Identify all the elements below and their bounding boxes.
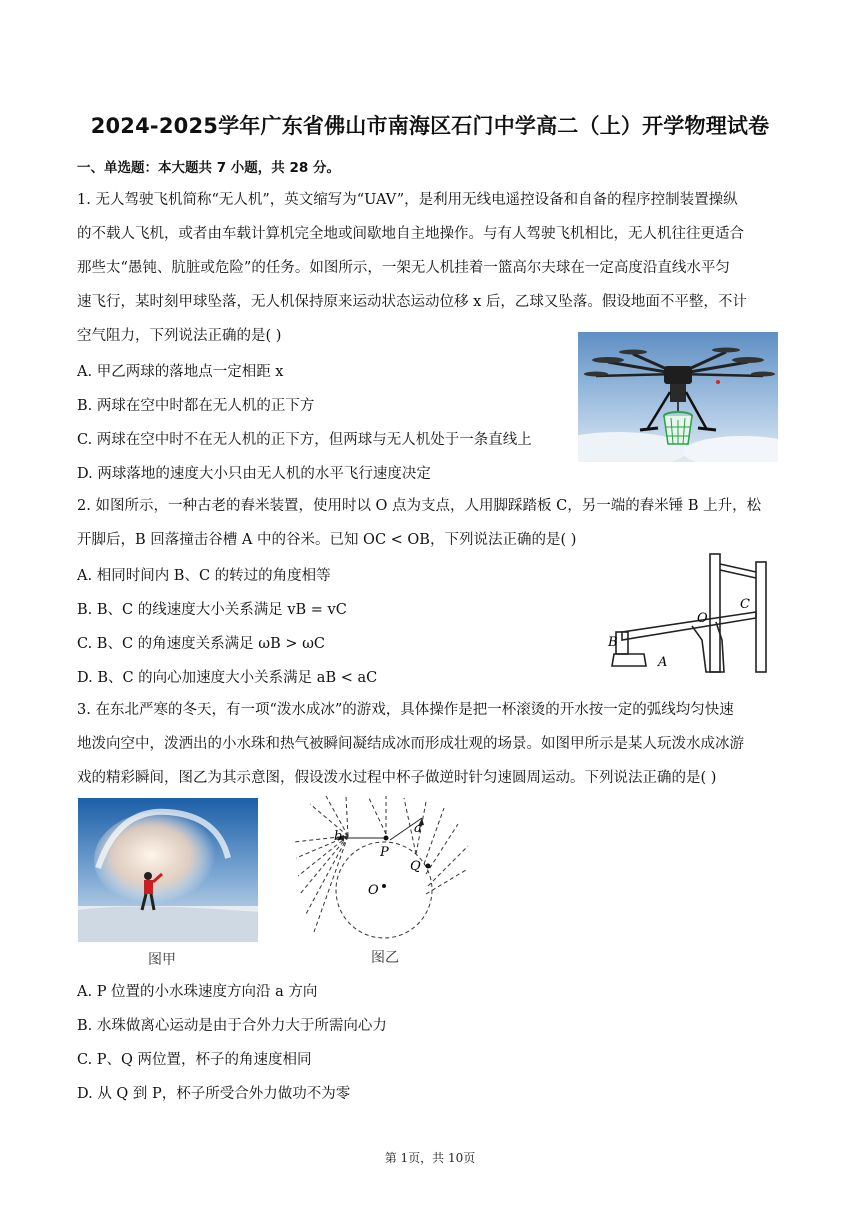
q1-line-3: 那些太“愚钝、肮脏或危险”的任务。如图所示，一架无人机挂着一篮高尔夫球在一定高度沿直线水平匀 <box>77 260 730 276</box>
q1-option-d[interactable]: D. 两球落地的速度大小只由无人机的水平飞行速度决定 <box>77 466 431 482</box>
page-footer: 第 1页，共 10页 <box>384 1151 476 1165</box>
q2-option-b[interactable]: B. B、C 的线速度大小关系满足 vB = vC <box>77 602 347 618</box>
label-q: Q <box>410 859 421 874</box>
section-heading: 一、单选题：本大题共 7 小题，共 28 分。 <box>77 160 340 176</box>
q3-option-c[interactable]: C. P、Q 两位置，杯子的角速度相同 <box>77 1052 312 1068</box>
q1-option-a[interactable]: A. 甲乙两球的落地点一定相距 x <box>77 364 284 380</box>
q3-option-d[interactable]: D. 从 Q 到 P，杯子所受合外力做功不为零 <box>77 1086 351 1102</box>
q3-line-2: 地泼向空中，泼洒出的小水珠和热气被瞬间凝结成冰而形成壮观的场景。如图甲所示是某人玩泼水成冰游 <box>77 736 744 752</box>
q3-option-b[interactable]: B. 水珠做离心运动是由于合外力大于所需向心力 <box>77 1018 387 1034</box>
label-p: P <box>380 845 389 860</box>
splash-photo <box>78 798 258 942</box>
q1-line-1: 1. 无人驾驶飞机简称“无人机”，英文缩写为“UAV”，是利用无线电遥控设备和自备的程序控制装置操纵 <box>77 192 738 208</box>
q1-option-c[interactable]: C. 两球在空中时不在无人机的正下方，但两球与无人机处于一条直线上 <box>77 432 532 448</box>
q2-option-d[interactable]: D. B、C 的向心加速度大小关系满足 aB < aC <box>77 670 378 686</box>
label-b: B <box>608 635 618 650</box>
caption-jia: 图甲 <box>148 952 176 968</box>
page-title: 2024-2025学年广东省佛山市南海区石门中学高二（上）开学物理试卷 <box>90 114 770 138</box>
q1-line-5: 空气阻力，下列说法正确的是( ) <box>77 328 282 344</box>
q1-line-2: 的不载人飞机，或者由车载计算机完全地或间歇地自主地操作。与有人驾驶飞机相比，无人机往往更适合 <box>77 226 744 242</box>
q1-line-4: 速飞行，某时刻甲球坠落，无人机保持原来运动状态运动位移 x 后，乙球又坠落。假设地面不平整，不计 <box>77 294 747 310</box>
q2-option-c[interactable]: C. B、C 的角速度关系满足 ωB > ωC <box>77 636 326 652</box>
label-o: O <box>697 611 708 626</box>
label-a-dir: a <box>414 821 422 836</box>
drone-photo <box>578 332 778 462</box>
circular-motion-diagram <box>286 794 476 954</box>
label-a: A <box>658 655 668 670</box>
q2-option-a[interactable]: A. 相同时间内 B、C 的转过的角度相等 <box>77 568 331 584</box>
q3-option-a[interactable]: A. P 位置的小水珠速度方向沿 a 方向 <box>77 984 318 1000</box>
q3-line-1: 3. 在东北严寒的冬天，有一项“泼水成冰”的游戏，具体操作是把一杯滚烫的开水按一定的弧线均匀快速 <box>77 702 734 718</box>
label-c: C <box>740 597 750 612</box>
q2-line-2: 开脚后，B 回落撞击谷槽 A 中的谷米。已知 OC < OB，下列说法正确的是( ) <box>77 532 577 548</box>
q1-option-b[interactable]: B. 两球在空中时都在无人机的正下方 <box>77 398 315 414</box>
label-o-center: O <box>368 883 379 898</box>
caption-yi: 图乙 <box>371 950 399 966</box>
label-b-dir: b <box>334 829 343 844</box>
q3-line-3: 戏的精彩瞬间，图乙为其示意图，假设泼水过程中杯子做逆时针匀速圆周运动。下列说法正确的是( ) <box>77 770 717 786</box>
rice-pounder-diagram <box>606 548 770 676</box>
q2-line-1: 2. 如图所示，一种古老的舂米装置，使用时以 O 点为支点，人用脚踩踏板 C，另一端的舂米锤 B 上升，松 <box>77 498 762 514</box>
